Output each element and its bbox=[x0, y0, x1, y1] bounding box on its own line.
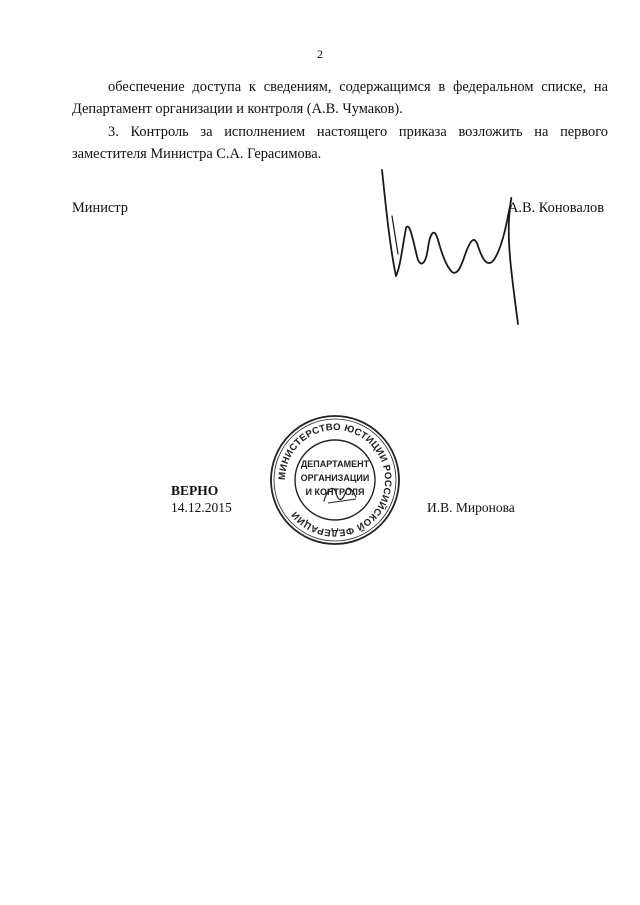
stamp-inner-line: И КОНТРОЛЯ bbox=[305, 487, 365, 497]
paragraph-line: обеспечение доступа к сведениям, содержащимся в федеральном списке, на bbox=[108, 79, 608, 95]
certification-label: ВЕРНО bbox=[171, 483, 219, 498]
certifier-name: И.В. Миронова bbox=[427, 500, 515, 515]
stamp-outer-text: МИНИСТЕРСТВО ЮСТИЦИИ РОССИЙСКОЙ ФЕДЕРАЦИИ bbox=[276, 421, 394, 539]
paragraph-line: заместителя Министра С.А. Герасимова. bbox=[72, 146, 322, 162]
handwritten-signature bbox=[378, 168, 528, 328]
signer-role: Министр bbox=[72, 200, 128, 216]
official-stamp bbox=[268, 413, 402, 547]
paragraph-line: Департамент организации и контроля (А.В. Чумаков). bbox=[72, 101, 403, 117]
stamp-inner-line: ДЕПАРТАМЕНТ bbox=[300, 459, 370, 469]
paragraph-line: 3. Контроль за исполнением настоящего приказа возложить на первого bbox=[108, 124, 608, 140]
stamp-inner-line: ОРГАНИЗАЦИИ bbox=[300, 473, 370, 483]
paragraph-access-provision bbox=[72, 76, 608, 120]
signer-name: А.В. Коновалов bbox=[508, 200, 605, 216]
certification-date: 14.12.2015 bbox=[171, 500, 232, 515]
stamp-initials-underline bbox=[328, 499, 356, 503]
paragraph-control-clause bbox=[72, 121, 608, 165]
page-number: 2 bbox=[317, 47, 323, 61]
